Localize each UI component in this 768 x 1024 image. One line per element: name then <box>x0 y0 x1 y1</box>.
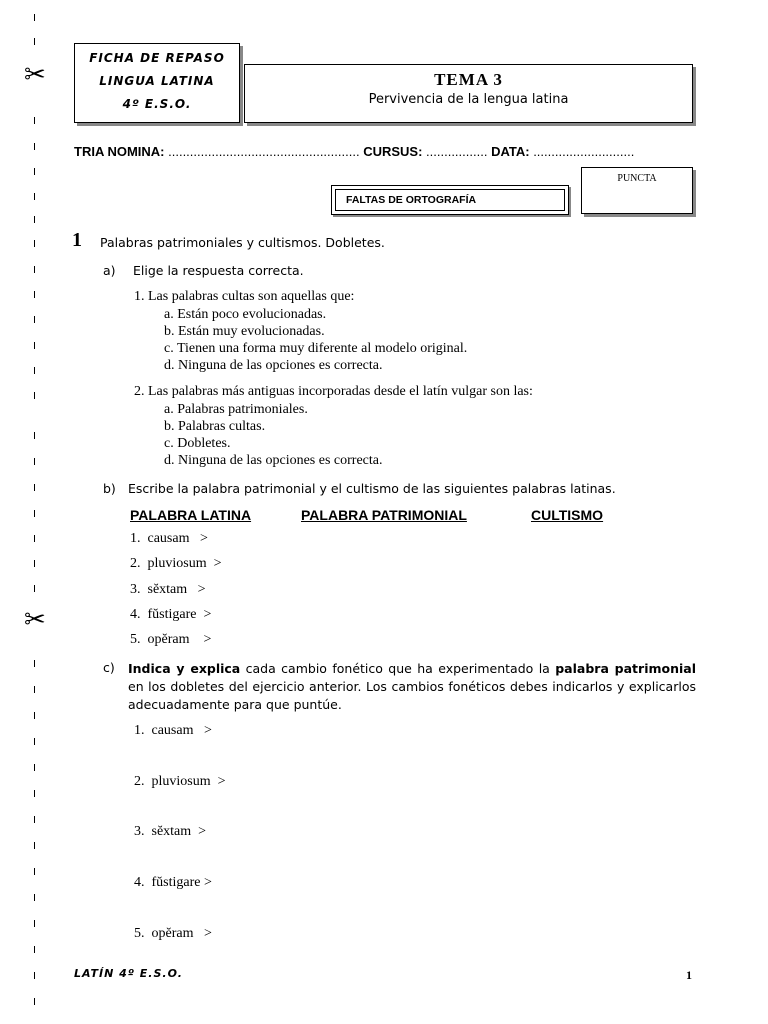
cut-tick <box>34 143 35 150</box>
column-header-patrimonial: PALABRA PATRIMONIAL <box>301 507 467 523</box>
cut-tick <box>34 560 35 567</box>
question-2: 2. Las palabras más antiguas incorporadas desde el latín vulgar son las: <box>134 384 533 399</box>
latin-word: 3. sĕxtam > <box>130 582 206 597</box>
cut-tick <box>34 240 35 247</box>
cut-tick <box>34 712 35 719</box>
latin-word: 1. causam > <box>134 723 212 738</box>
cut-tick <box>34 816 35 823</box>
latin-word: 5. opĕram > <box>134 926 212 941</box>
cut-tick <box>34 168 35 175</box>
option[interactable]: c. Dobletes. <box>164 436 231 451</box>
option[interactable]: d. Ninguna de las opciones es correcta. <box>164 358 383 373</box>
cut-tick <box>34 484 35 491</box>
header-course-line: FICHA DE REPASO <box>89 51 225 65</box>
cut-tick <box>34 266 35 273</box>
cut-tick <box>34 686 35 693</box>
latin-word: 1. causam > <box>130 531 208 546</box>
scissors-icon: ✂ <box>24 60 46 90</box>
puncta-label: PUNCTA <box>617 173 657 184</box>
part-c-text: cada cambio fonético que ha experimentado la <box>240 661 556 676</box>
part-c-instruction <box>128 660 696 714</box>
exercise-number: 1 <box>72 229 82 251</box>
data-field[interactable]: ............................ <box>529 144 635 159</box>
faltas-label: FALTAS DE ORTOGRAFÍA <box>335 189 565 211</box>
latin-word: 3. sĕxtam > <box>134 824 207 839</box>
cut-tick <box>34 894 35 901</box>
column-header-cultismo: CULTISMO <box>531 507 604 523</box>
cut-tick <box>34 764 35 771</box>
option[interactable]: a. Están poco evolucionadas. <box>164 307 327 322</box>
cut-tick <box>34 392 35 399</box>
cut-tick <box>34 535 35 542</box>
faltas-box <box>331 185 569 215</box>
cut-tick <box>34 117 35 124</box>
part-a-instruction: Elige la respuesta correcta. <box>133 263 304 278</box>
cut-tick <box>34 660 35 667</box>
header-tema-box <box>244 64 693 123</box>
cursus-label: CURSUS: <box>363 144 423 159</box>
question-1: 1. Las palabras cultas son aquellas que: <box>134 289 355 304</box>
tema-subtitle: Pervivencia de la lengua latina <box>368 92 569 107</box>
latin-word: 4. fŭstigare > <box>130 607 212 622</box>
cut-tick <box>34 868 35 875</box>
cut-tick <box>34 920 35 927</box>
cut-tick <box>34 14 35 21</box>
part-b-instruction: Escribe la palabra patrimonial y el cultismo de las siguientes palabras latinas. <box>128 481 616 496</box>
part-c-bold-patrimonial: palabra patrimonial <box>555 661 696 676</box>
cut-tick <box>34 972 35 979</box>
cut-tick <box>34 193 35 200</box>
latin-word: 5. opĕram > <box>130 632 212 647</box>
option[interactable]: c. Tienen una forma muy diferente al modelo original. <box>164 341 468 356</box>
data-label: DATA: <box>491 144 530 159</box>
cut-tick <box>34 216 35 223</box>
puncta-box[interactable] <box>581 167 693 214</box>
option[interactable]: a. Palabras patrimoniales. <box>164 402 308 417</box>
nomina-field[interactable]: ..................................................... <box>164 144 360 159</box>
cut-tick <box>34 342 35 349</box>
part-c-bold-indica: Indica y explica <box>128 661 241 676</box>
question-1-options <box>164 306 467 374</box>
header-course-line: 4º E.S.O. <box>122 97 192 111</box>
cut-tick <box>34 946 35 953</box>
question-2-options <box>164 401 382 469</box>
scissors-icon: ✂ <box>24 605 46 635</box>
header-course-box <box>74 43 240 123</box>
cut-tick <box>34 738 35 745</box>
option[interactable]: d. Ninguna de las opciones es correcta. <box>164 453 383 468</box>
page-number: 1 <box>686 968 692 982</box>
cut-tick <box>34 510 35 517</box>
cut-tick <box>34 585 35 592</box>
cut-tick <box>34 842 35 849</box>
part-c-text: en los dobletes del ejercicio anterior. Los cambios fonéticos debes indicarlos y explicarlos adecuadamente para que puntúe. <box>128 679 696 712</box>
cut-tick <box>34 291 35 298</box>
header-course-line: LINGUA LATINA <box>99 74 215 88</box>
cut-tick <box>34 998 35 1005</box>
option[interactable]: b. Palabras cultas. <box>164 419 266 434</box>
student-info-line <box>74 144 634 159</box>
cut-tick <box>34 367 35 374</box>
option[interactable]: b. Están muy evolucionadas. <box>164 324 325 339</box>
part-b-letter: b) <box>103 481 116 496</box>
latin-word: 2. pluviosum > <box>130 556 222 571</box>
cut-tick <box>34 432 35 439</box>
cut-tick <box>34 38 35 45</box>
cut-tick <box>34 458 35 465</box>
latin-word: 4. fŭstigare > <box>134 875 212 890</box>
part-c-letter: c) <box>103 660 115 675</box>
latin-word: 2. pluviosum > <box>134 774 226 789</box>
tema-title: TEMA 3 <box>434 70 503 89</box>
nomina-label: TRIA NOMINA: <box>74 144 165 159</box>
cursus-field[interactable]: ................. <box>422 144 488 159</box>
footer-course: LATÍN 4º E.S.O. <box>74 967 183 980</box>
cut-tick <box>34 316 35 323</box>
part-a-letter: a) <box>103 263 116 278</box>
cut-tick <box>34 790 35 797</box>
column-header-latina: PALABRA LATINA <box>130 507 252 523</box>
exercise-title: Palabras patrimoniales y cultismos. Dobletes. <box>100 235 385 250</box>
